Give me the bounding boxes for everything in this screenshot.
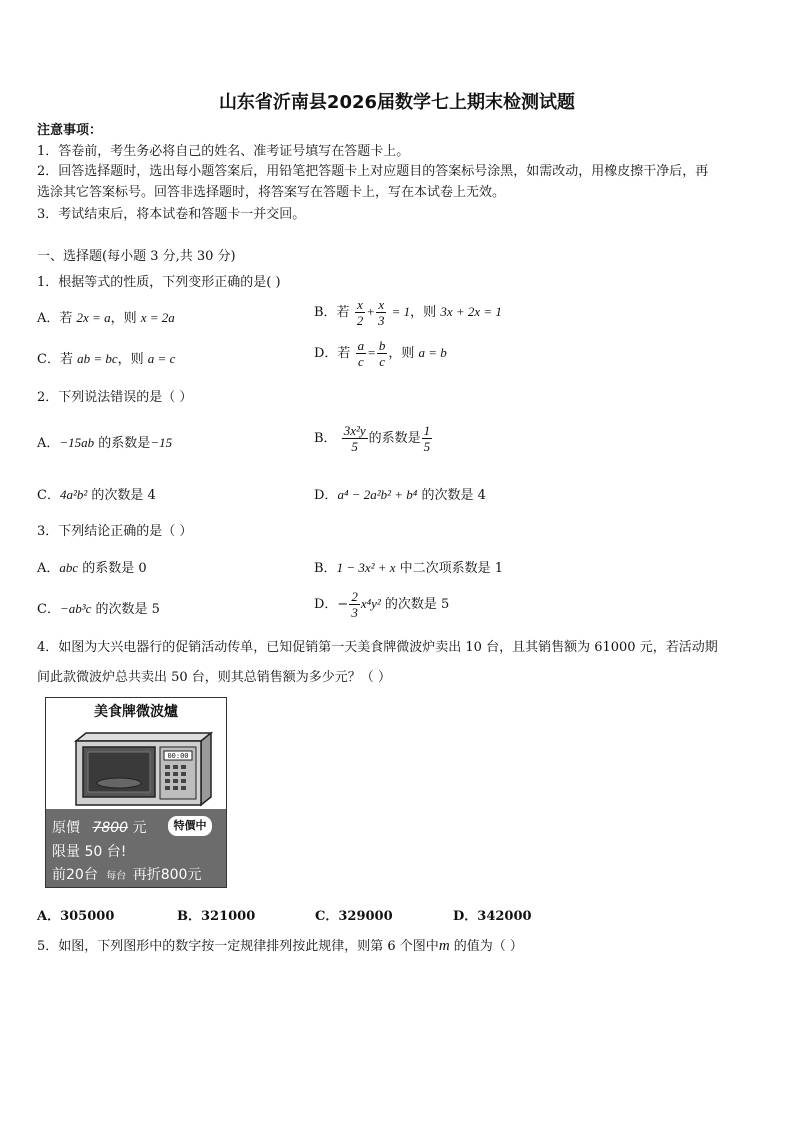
section-heading: 一、选择题(每小题 3 分,共 30 分): [37, 249, 236, 264]
q1-c-mid: ，则: [117, 352, 144, 367]
q1-c-expr1: ab = bc: [77, 351, 118, 366]
promo-flyer: [45, 697, 227, 888]
q2-b-text: 的系数是: [368, 431, 421, 446]
q3-d-fraction: [349, 589, 360, 620]
q2-b-num: 3x²y: [343, 423, 366, 438]
q3-c-text: 的次数是 5: [91, 602, 160, 617]
flyer-first: 前20台: [52, 867, 98, 883]
q1-b-eq: = 1: [391, 304, 411, 319]
q1-d-expr2: a = b: [418, 345, 447, 360]
q3-option-c[interactable]: [37, 598, 160, 617]
q1-c-expr2: a = c: [147, 351, 176, 366]
q1-a-mid: ，则: [110, 311, 137, 326]
q3-stem: 3．下列结论正确的是（ ）: [37, 524, 193, 539]
q1-b-plus: +: [366, 304, 375, 319]
q2-c-expr: 4a²b²: [59, 487, 88, 502]
flyer-price: 7800: [92, 820, 129, 836]
q1-c-label: C．若: [37, 352, 73, 367]
q3-b-label: B．: [314, 561, 337, 576]
q1-a-expr2: x = 2a: [140, 310, 175, 325]
q3-d-expr: x⁴y²: [360, 596, 381, 611]
q5-stem-post: 的值为（ ）: [449, 939, 523, 954]
q3-b-text: 中二次项系数是 1: [395, 561, 504, 576]
q2-a-val: −15: [150, 435, 173, 450]
q1-stem: 1．根据等式的性质，下列变形正确的是( ): [37, 275, 281, 290]
flyer-limit: 限量 50 台!: [52, 844, 127, 860]
q5-variable: m: [438, 938, 450, 954]
q2-a-expr: −15ab: [59, 435, 95, 450]
q2-c-text: 的次数是 4: [87, 488, 156, 503]
q2-option-c[interactable]: [37, 484, 156, 503]
q1-option-d[interactable]: [314, 338, 447, 369]
q4-option-c[interactable]: C．329000: [315, 909, 393, 924]
q1-b-mid: ，则: [410, 305, 437, 320]
notice-item-2-cont: 选涂其它答案标号。回答非选择题时，将答案写在答题卡上，写在本试卷上无效。: [37, 185, 506, 200]
q3-a-expr: abc: [59, 560, 79, 575]
q2-b-fraction: [342, 423, 368, 454]
q2-b-vnum: 1: [423, 423, 431, 438]
q2-d-expr: a⁴ − 2a²b² + b⁴: [337, 487, 418, 502]
q4-stem-cont: 间此款微波炉总共卖出 50 台，则其总销售额为多少元？（ ）: [37, 670, 391, 685]
flyer-discount: [52, 864, 201, 884]
q4-option-a[interactable]: A．305000: [37, 909, 115, 924]
special-offer-badge: 特價中: [168, 816, 212, 836]
q3-c-expr: −ab³c: [59, 601, 92, 616]
notice-heading: 注意事项：: [37, 123, 103, 138]
flyer-info-panel: [46, 809, 226, 887]
q1-option-b[interactable]: [314, 297, 502, 328]
q2-a-label: A．: [37, 436, 60, 451]
q2-b-label: B．: [314, 431, 337, 446]
q2-b-den: 5: [351, 439, 358, 454]
q1-d-f1-den: c: [357, 354, 364, 369]
q2-d-text: 的次数是 4: [417, 488, 486, 503]
flyer-each: 每台: [106, 871, 127, 882]
q1-a-label: A．若: [37, 311, 73, 326]
page-title: 山东省沂南县2026届数学七上期末检测试题: [218, 92, 576, 113]
q3-d-label: D．−: [314, 597, 349, 612]
q1-b-fraction-2: [376, 297, 387, 328]
q4-stem: 4．如图为大兴电器行的促销活动传单，已知促销第一天美食牌微波炉卖出 10 台，且其销售额为 61000 元，若活动期: [37, 640, 718, 655]
q2-b-vden: 5: [423, 439, 431, 454]
microwave-display: 00:00: [167, 752, 189, 760]
flyer-price-unit: 元: [132, 820, 147, 836]
q3-d-den: 3: [351, 605, 358, 620]
q1-b-f1-den: 2: [356, 313, 364, 328]
q3-c-label: C．: [37, 602, 60, 617]
flyer-price-label: 原價: [52, 820, 80, 836]
q1-d-fraction-1: [356, 338, 367, 369]
q1-option-c[interactable]: [37, 348, 175, 367]
q2-a-text: 的系数是: [94, 436, 151, 451]
q4-option-d[interactable]: D．342000: [453, 909, 532, 924]
notice-item-3: 3．考试结束后，将本试卷和答题卡一并交回。: [37, 207, 306, 222]
q1-d-mid: ，则: [388, 346, 415, 361]
q1-d-f2-num: b: [378, 338, 386, 353]
q3-b-expr: 1 − 3x² + x: [336, 560, 396, 575]
q1-d-eq: =: [367, 345, 376, 360]
q1-b-expr2: 3x + 2x = 1: [440, 304, 502, 319]
q1-b-f2-den: 3: [377, 313, 385, 328]
flyer-header: 美食牌微波爐: [94, 704, 178, 720]
q3-d-num: 2: [351, 589, 358, 604]
q2-option-a[interactable]: [37, 432, 172, 451]
q3-a-label: A．: [37, 561, 60, 576]
q5-stem: [37, 935, 523, 955]
q2-c-label: C．: [37, 488, 60, 503]
q3-d-text: 的次数是 5: [380, 597, 450, 612]
q2-stem: 2．下列说法错误的是（ ）: [37, 390, 193, 405]
q1-d-fraction-2: [377, 338, 388, 369]
q1-b-fraction-1: [355, 297, 366, 328]
q3-option-b[interactable]: [314, 557, 503, 576]
q3-a-text: 的系数是 0: [78, 561, 147, 576]
q1-option-a[interactable]: [37, 307, 175, 326]
microwave-illustration: [46, 725, 226, 809]
flyer-discount-amount: 再折800元: [132, 867, 202, 883]
q4-option-b[interactable]: B．321000: [177, 909, 256, 924]
q1-a-expr1: 2x = a: [76, 310, 111, 325]
q3-option-d[interactable]: [314, 589, 449, 620]
q2-option-b[interactable]: [314, 423, 433, 454]
q5-stem-pre: 5．如图，下列图形中的数字按一定规律排列按此规律，则第 6 个图中: [37, 939, 439, 954]
q3-option-a[interactable]: [37, 557, 147, 576]
notice-item-1: 1．答卷前，考生务必将自己的姓名、准考证号填写在答题卡上。: [37, 144, 410, 159]
flyer-original-price: [52, 817, 147, 837]
q1-d-f2-den: c: [379, 354, 385, 369]
q1-b-f2-num: x: [376, 297, 387, 313]
q1-d-f1-num: a: [357, 338, 365, 353]
q1-b-label: B．若: [314, 305, 350, 320]
q1-d-label: D．若: [314, 346, 351, 361]
q2-b-value-fraction: [422, 423, 433, 454]
q2-d-label: D．: [314, 488, 338, 503]
q1-b-f1-num: x: [355, 297, 366, 313]
q2-option-d[interactable]: [314, 484, 486, 503]
notice-item-2: 2．回答选择题时，选出每小题答案后，用铅笔把答题卡上对应题目的答案标号涂黑，如需改动，用橡皮擦干净后，再: [37, 164, 709, 179]
